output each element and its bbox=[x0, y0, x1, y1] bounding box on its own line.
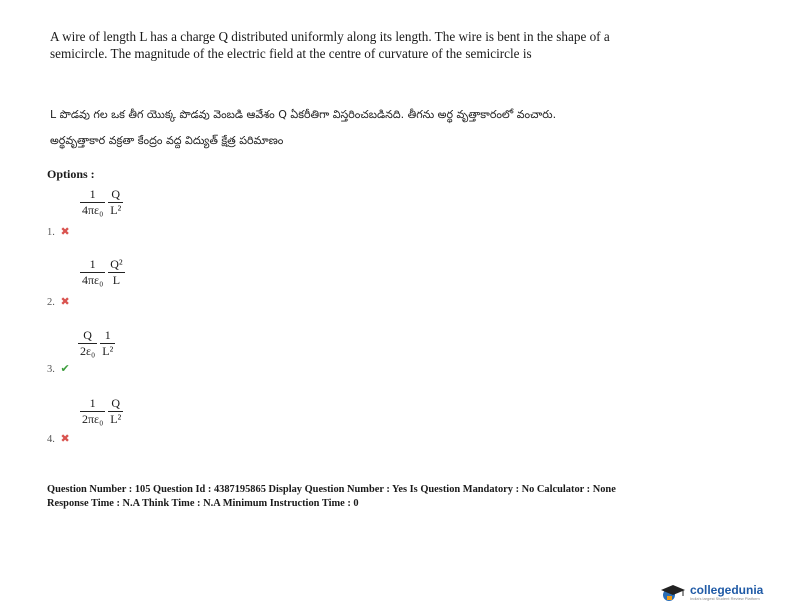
option-3[interactable] bbox=[0, 328, 300, 398]
option-1-formula bbox=[80, 187, 126, 218]
option-1-fraction-1 bbox=[80, 187, 105, 218]
option-4-fraction-2-numerator: Q bbox=[111, 396, 121, 410]
option-4-fraction-1-denominator: 2πε₀ bbox=[82, 412, 104, 426]
question-metadata bbox=[47, 483, 767, 511]
question-text-english: A wire of length L has a charge Q distributed uniformly along its length. The wire is bent in the shape of a semicircle. The magnitude of the electric field at the centre of curvature of the semicircle is bbox=[50, 29, 610, 61]
cross-icon: ✖ bbox=[60, 296, 70, 308]
option-1-fraction-1-numerator: 1 bbox=[89, 187, 96, 201]
option-2-number: 2. bbox=[47, 297, 55, 308]
option-3-formula bbox=[78, 328, 118, 359]
option-1-label bbox=[47, 225, 70, 238]
option-3-fraction-2 bbox=[100, 328, 115, 359]
option-2-fraction-2 bbox=[108, 257, 124, 288]
option-1-fraction-2 bbox=[108, 187, 123, 218]
cross-icon: ✖ bbox=[60, 226, 70, 238]
option-4-fraction-1 bbox=[80, 396, 105, 427]
option-1[interactable] bbox=[0, 187, 300, 257]
options-label: Options : bbox=[47, 167, 95, 181]
option-1-number: 1. bbox=[47, 227, 55, 238]
option-2-fraction-1-numerator: 1 bbox=[89, 257, 96, 271]
graduation-cap-icon bbox=[660, 584, 686, 602]
option-2-label bbox=[47, 295, 70, 308]
cross-icon: ✖ bbox=[60, 433, 70, 445]
option-4-number: 4. bbox=[47, 434, 55, 445]
brand-logo bbox=[660, 582, 780, 604]
question-metadata-line-2: Response Time : N.A Think Time : N.A Minimum Instruction Time : 0 bbox=[47, 498, 359, 509]
option-3-fraction-1 bbox=[78, 328, 97, 359]
option-4-formula bbox=[80, 396, 126, 427]
question-text-telugu: L పొడవు గల ఒక తీగ యొక్క పొడవు వెంబడి ఆవేశం Q ఏకరీతిగా విస్తరించబడినది. తీగను అర్థ వృత్తాకారంలో వంచారు. అర్థవృత్తాకార వక్రతా కేంద్రం వద్ద విద్యుత్ క్షేత్ర పరిమాణం bbox=[50, 108, 557, 147]
check-icon: ✔ bbox=[60, 363, 70, 375]
option-1-fraction-1-denominator: 4πε₀ bbox=[82, 203, 104, 217]
option-4-fraction-2-denominator: L² bbox=[110, 412, 122, 426]
option-1-fraction-2-numerator: Q bbox=[111, 187, 121, 201]
question-metadata-line-1: Question Number : 105 Question Id : 4387195865 Display Question Number : Yes Is Question Mandatory : No Calculator : None bbox=[47, 484, 616, 495]
option-4-fraction-2 bbox=[108, 396, 123, 427]
option-3-label bbox=[47, 362, 70, 375]
option-3-fraction-1-denominator: 2ε₀ bbox=[80, 344, 96, 358]
option-3-number: 3. bbox=[47, 364, 55, 375]
option-2-formula bbox=[80, 257, 128, 288]
option-4-fraction-1-numerator: 1 bbox=[89, 396, 96, 410]
option-2-fraction-1-denominator: 4πε₀ bbox=[82, 273, 104, 287]
option-2-fraction-1 bbox=[80, 257, 105, 288]
option-3-fraction-1-numerator: Q bbox=[83, 328, 92, 342]
option-3-fraction-2-denominator: L² bbox=[102, 344, 114, 358]
option-3-fraction-2-numerator: 1 bbox=[104, 328, 111, 342]
option-4-label bbox=[47, 432, 70, 445]
option-4[interactable] bbox=[0, 396, 300, 466]
option-2-fraction-2-numerator: Q² bbox=[110, 257, 123, 271]
option-2-fraction-2-denominator: L bbox=[108, 272, 124, 288]
option-1-fraction-2-denominator: L² bbox=[110, 203, 122, 217]
brand-tagline: India's largest Student Review Platform bbox=[690, 596, 760, 601]
option-2[interactable] bbox=[0, 257, 300, 327]
brand-name: collegedunia bbox=[690, 583, 764, 597]
